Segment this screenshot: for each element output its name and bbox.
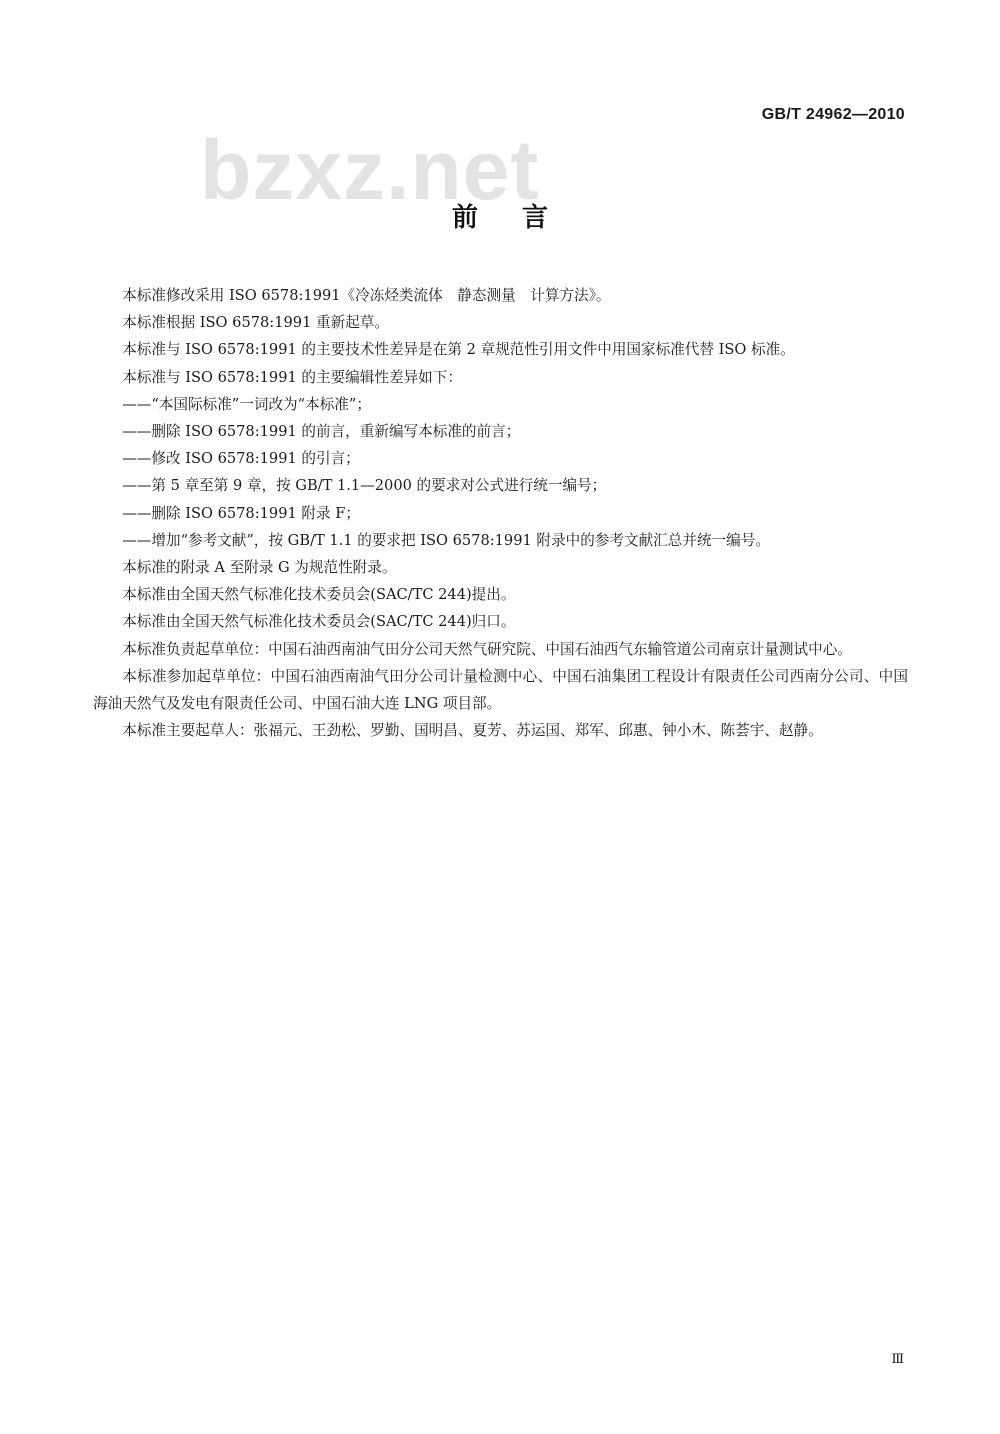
paragraph-main-drafters: 本标准主要起草人：张福元、王劲松、罗勤、国明昌、夏芳、苏运国、郑军、邱惠、钟小木、陈荟宇、赵静。 — [122, 722, 823, 740]
paragraph-responsible-drafters: 本标准负责起草单位：中国石油西南油气田分公司天然气研究院、中国石油西气东输管道公司南京计量测试中心。 — [122, 640, 852, 658]
paragraph-editorial-differences: 本标准与 ISO 6578:1991 的主要编辑性差异如下： — [122, 368, 462, 386]
paragraph-drafting-basis: 本标准根据 ISO 6578:1991 重新起草。 — [122, 314, 389, 332]
paragraph-participating-drafters: 本标准参加起草单位：中国石油西南油气田分公司计量检测中心、中国石油集团工程设计有限责任公司西南分公司、中国海油天然气及发电有限责任公司、中国石油大连 LNG 项目部。 — [93, 667, 908, 713]
paragraph-annexes: 本标准的附录 A 至附录 G 为规范性附录。 — [122, 559, 397, 577]
paragraph-proposed-by: 本标准由全国天然气标准化技术委员会(SAC/TC 244)提出。 — [122, 586, 516, 604]
watermark: bzxz.net — [200, 123, 540, 217]
paragraph-technical-differences: 本标准与 ISO 6578:1991 的主要技术性差异是在第 2 章规范性引用文件中用国家标准代替 ISO 标准。 — [122, 341, 795, 359]
list-item: ——增加“参考文献”，按 GB/T 1.1 的要求把 ISO 6578:1991 附录中的参考文献汇总并统一编号。 — [122, 531, 770, 549]
list-item: ——修改 ISO 6578:1991 的引言； — [122, 450, 360, 468]
page-title: 前言 — [451, 203, 592, 233]
paragraph-under-jurisdiction: 本标准由全国天然气标准化技术委员会(SAC/TC 244)归口。 — [122, 613, 516, 631]
paragraph-adoption: 本标准修改采用 ISO 6578:1991《冷冻烃类流体 静态测量 计算方法》。 — [122, 287, 611, 304]
list-item: ——第 5 章至第 9 章，按 GB/T 1.1—2000 的要求对公式进行统一编号； — [122, 477, 607, 495]
list-item: ——删除 ISO 6578:1991 附录 F； — [122, 504, 360, 522]
list-item: ——删除 ISO 6578:1991 的前言，重新编写本标准的前言； — [122, 423, 521, 441]
list-item: ——“本国际标准”一词改为“本标准”； — [122, 395, 371, 413]
page-number: Ⅲ — [891, 1352, 904, 1367]
document-code: GB/T 24962—2010 — [761, 106, 905, 123]
foreword-body — [93, 282, 908, 744]
